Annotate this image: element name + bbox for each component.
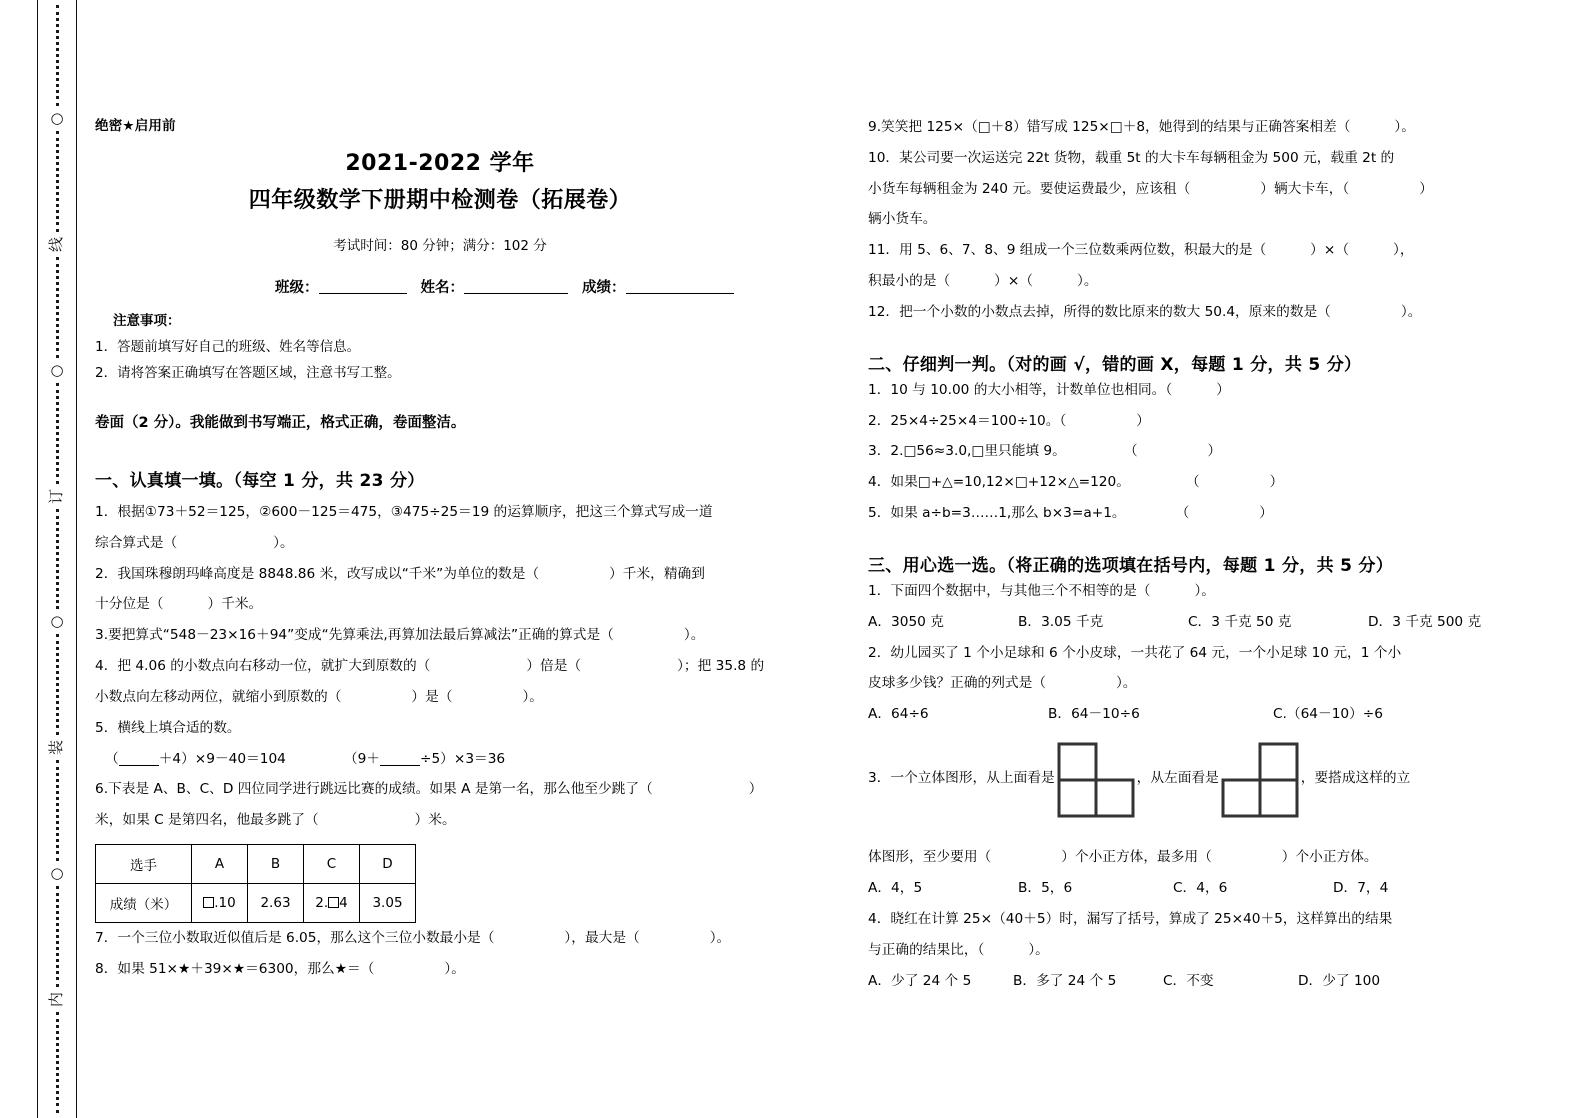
table-header-score: 成绩（米） [96,884,192,923]
s3q3-option-b[interactable]: B．5，6 [1018,880,1073,897]
s3q4-option-d[interactable]: D．少了 100 [1298,972,1381,989]
q10-text-c: ）辆大卡车，（ [1260,180,1350,197]
q10-text-a: 10．某公司要一次运送完 22t 货物，载重 5t 的大卡车每辆租金为 500 元，载重 2t 的 [868,149,1395,166]
q11-text-b: ）×（ [1310,242,1350,259]
q11-text-e: ）×（ [994,273,1033,290]
question-3-3 [868,742,1568,828]
table-cell-score-a [192,884,248,923]
s3q4-option-b[interactable]: B．多了 24 个 5 [1013,972,1117,989]
question-1-3 [95,620,785,651]
question-1-4 [95,651,785,682]
q5-eq1-post: ＋4）×9－40＝104 [158,750,286,767]
question-1-4-cont [95,682,785,713]
s3q3-option-d[interactable]: D．7，4 [1333,880,1389,897]
exam-title-main: 四年级数学下册期中检测卷（拓展卷） [248,188,632,213]
question-1-6-cont [95,805,785,836]
seal-dash [56,1012,59,1113]
q5-eq2-post: ÷5）×3＝36 [419,750,506,767]
q4-text-b: ）倍是（ [526,658,582,675]
q6-text-d: ）米。 [414,812,456,829]
question-3-4 [868,904,1568,935]
seal-char-ding: 订 [47,488,66,504]
s3q2-option-c[interactable]: C.（64－10）÷6 [1273,706,1383,723]
s2q1-end: ） [1216,381,1230,398]
s3q2-option-a[interactable]: A．64÷6 [868,706,929,723]
q4-text-c: ）；把 35.8 的 [677,658,765,675]
s2q4-text: 4．如果□+△=10,12×□+12×△=120。 [868,474,1130,491]
q10-text-e: 辆小货车。 [868,211,937,228]
seal-circle-1: ○ [50,108,64,127]
seal-circle-3: ○ [50,612,64,631]
s2q4-paren: （ [1185,474,1200,491]
notice-title: 注意事项： [113,313,181,329]
s3q4-text-b: 与正确的结果比，（ [868,941,985,958]
q1-text-c: ）。 [273,534,294,551]
s3q2-text-a: 2．幼儿园买了 1 个小足球和 6 个小皮球，一共花了 64 元，一个小足球 10 元，1 个小 [868,644,1402,661]
question-2-1 [868,375,1568,406]
question-1-1-cont [95,528,785,559]
q6-text-b: ） [748,781,763,798]
s3q4-text-c: ）。 [1028,941,1049,958]
question-3-1-options [868,607,1568,638]
s3q3-text-d: 体图形，至少要用（ [868,849,992,866]
q4-text-f: ）。 [522,688,543,705]
s3q1-option-b[interactable]: B．3.05 千克 [1018,613,1104,630]
section-3-heading: 三、用心选一选。（将正确的选项填在括号内，每题 1 分，共 5 分） [868,555,1394,576]
question-2-4 [868,467,1568,498]
seal-char-xian: 线 [47,236,66,252]
exam-info: 考试时间：80 分钟；满分：102 分 [333,238,547,254]
q2-text-c: 十分位是（ [95,596,164,613]
field-label-name: 姓名： [420,280,464,296]
exam-title-year: 2021-2022 学年 [345,151,535,176]
s3q4-text-a: 4．晓红在计算 25×（40＋5）时，漏写了括号，算成了 25×40＋5，这样算出的结果 [868,911,1393,928]
s3q3-text-c: ，要搭成这样的立 [1300,770,1411,787]
q7-text-a: 7．一个三位小数取近似值后是 6.05，那么这个三位小数最小是（ [95,930,495,947]
s2q3-end: ） [1207,443,1222,460]
question-2-3 [868,436,1568,467]
s3q1-option-a[interactable]: A．3050 克 [868,613,944,630]
left-column [95,0,785,985]
q11-text-f: ）。 [1077,273,1098,290]
q8-text-a: 8．如果 51×★＋39×★＝6300，那么★＝（ [95,960,375,977]
field-label-score: 成绩： [582,280,626,296]
table-row-players [96,845,416,884]
blank-box-icon [328,897,339,908]
seal-char-nei: 内 [47,992,66,1008]
q11-text-c: ）， [1393,242,1414,259]
question-1-12 [868,297,1568,328]
s3q2-text-c: ）。 [1115,675,1137,692]
q11-text-a: 11．用 5、6、7、8、9 组成一个三位数乘两位数，积最大的是（ [868,242,1267,259]
question-3-3-options [868,873,1568,904]
table-cell-score-d: 3.05 [360,884,416,923]
field-input-name[interactable] [464,293,568,294]
q1-text-b: 综合算式是（ [95,534,178,551]
q2-text-d: ）千米。 [207,596,263,613]
s2q2-text: 2．25×4÷25×4＝100÷10。（ [868,412,1067,429]
question-2-5 [868,498,1568,529]
question-3-1 [868,576,1568,607]
question-1-8 [95,954,785,985]
field-input-score[interactable] [626,293,734,294]
section-2-heading: 二、仔细判一判。（对的画 √，错的画 X，每题 1 分，共 5 分） [868,354,1362,375]
q12-text-b: ）。 [1400,303,1422,320]
question-3-2-options [868,699,1568,730]
q9-text-end: ）。 [1394,119,1415,135]
q2-text-a: 2．我国珠穆朗玛峰高度是 8848.86 米，改写成以“千米”为单位的数是（ [95,565,540,582]
question-2-2 [868,406,1568,437]
question-3-2-cont [868,668,1568,699]
seal-dash [56,257,59,358]
q9-text: 9.笑笑把 125×（□＋8）错写成 125×□＋8，她得到的结果与正确答案相差（ [868,119,1351,135]
table-cell-player-b: B [248,845,304,884]
blank-box-icon [203,897,214,908]
question-1-11-cont [868,266,1568,297]
question-1-10 [868,143,1568,174]
q5-eq2-blank[interactable] [380,765,420,766]
question-1-2-cont [95,589,785,620]
q2-text-b: ）千米，精确到 [609,565,705,582]
field-label-class: 班级： [275,280,319,296]
s3q2-text-b: 皮球多少钱？正确的列式是（ [868,675,1046,692]
table-row-scores [96,884,416,923]
q4-text-e: ）是（ [411,688,453,705]
question-3-4-cont [868,935,1568,966]
question-1-9 [868,112,1568,143]
s2q5-paren: （ [1175,505,1190,522]
seal-circle-4: ○ [50,864,64,883]
seal-dash [56,634,59,735]
q4-text-a: 4．把 4.06 的小数点向右移动一位，就扩大到原数的（ [95,658,431,675]
field-input-class[interactable] [319,293,407,294]
question-1-6 [95,774,785,805]
seal-dash [56,760,59,861]
q11-text-d: 积最小的是（ [868,273,951,290]
question-3-4-options [868,966,1568,997]
s3q4-option-a[interactable]: A．少了 24 个 5 [868,972,972,989]
score-a-suffix: .10 [214,895,236,912]
table-cell-score-c [304,884,360,923]
left-view-shape [1221,742,1299,828]
seal-line-strip [38,0,76,1118]
q5-eq1-blank[interactable] [119,765,159,766]
s2q5-text: 5．如果 a÷b=3……1,那么 b×3=a+1。 [868,505,1126,522]
s2q2-end: ） [1136,412,1150,429]
q10-text-b: 小货车每辆租金为 240 元。要使运费最少，应该租（ [868,180,1191,197]
q3-text-a: 3.要把算式“548－23×16＋94”变成“先算乘法,再算加法最后算减法”正确的算式是（ [95,627,614,644]
top-view-shape [1057,742,1135,828]
seal-dash [56,5,59,106]
s3q3-text-f: ）个小正方体。 [1281,849,1378,866]
question-1-7 [95,923,785,954]
secret-label: 绝密★启用前 [95,118,176,134]
section-1-heading: 一、认真填一填。（每空 1 分，共 23 分） [95,471,425,491]
q8-text-b: ）。 [444,960,465,977]
s3q2-option-b[interactable]: B．64－10÷6 [1048,706,1140,723]
s3q1-end: ）。 [1194,582,1215,599]
q1-text-a: 1．根据①73＋52＝125，②600－125＝475，③475÷25＝19 的运算顺序，把这三个算式写成一道 [95,504,713,520]
question-1-11 [868,235,1568,266]
seal-dash [56,886,59,987]
q5-eq2-pre: （9＋ [343,750,380,767]
score-c-prefix: 2. [315,895,329,912]
score-c-suffix: 4 [339,895,348,912]
question-1-10-cont [868,174,1568,205]
seal-dash [56,383,59,484]
s3q3-text-a: 3．一个立体图形，从上面看是 [868,770,1055,787]
margin-rule-inner [76,0,77,1118]
student-fields [95,276,785,297]
question-1-2 [95,559,785,590]
s3q4-option-c[interactable]: C．不变 [1163,972,1214,989]
q5-eq1-pre: （ [105,750,119,767]
s2q3-text: 3．2.□56≈3.0,□里只能填 9。 [868,443,1066,460]
s3q3-option-c[interactable]: C．4，6 [1173,880,1228,897]
question-1-10-cont2 [868,204,1568,235]
q7-text-c: ）。 [709,930,731,947]
q6-text-a: 6.下表是 A、B、C、D 四位同学进行跳远比赛的成绩。如果 A 是第一名，那么他至少跳了（ [95,781,653,798]
question-1-5-equations [95,744,785,775]
q5-text-a: 5．横线上填合适的数。 [95,719,241,736]
s2q3-paren: （ [1123,443,1138,460]
q4-text-d: 小数点向左移动两位，就缩小到原数的（ [95,688,342,705]
question-3-3-cont [868,842,1568,873]
table-header-player: 选手 [96,845,192,884]
table-cell-player-d: D [360,845,416,884]
s3q1-text: 1．下面四个数据中，与其他三个不相等的是（ [868,582,1151,599]
notice-item-1: 1．答题前填写好自己的班级、姓名等信息。 [95,339,361,355]
table-cell-player-a: A [192,845,248,884]
table-cell-score-b: 2.63 [248,884,304,923]
question-3-2 [868,638,1568,669]
right-column [868,0,1568,997]
q7-text-b: ），最大是（ [564,930,640,947]
s3q3-option-a[interactable]: A．4，5 [868,880,923,897]
q3-text-b: ）。 [683,627,705,644]
s3q3-text-b: ，从左面看是 [1136,770,1219,787]
q12-text-a: 12．把一个小数的小数点去掉，所得的数比原来的数大 50.4，原来的数是（ [868,303,1331,320]
s2q5-end: ） [1259,505,1273,522]
s3q3-text-e: ）个小正方体，最多用（ [1061,849,1212,866]
s3q1-option-c[interactable]: C．3 千克 50 克 [1188,613,1292,630]
s2q1-text: 1．10 与 10.00 的大小相等，计数单位也相同。（ [868,381,1173,398]
s3q1-option-d[interactable]: D．3 千克 500 克 [1368,613,1482,630]
s2q4-end: ） [1269,474,1284,491]
notice-item-2: 2．请将答案正确填写在答题区域，注意书写工整。 [95,365,401,381]
seal-circle-2: ○ [50,360,64,379]
seal-char-zhuang: 装 [47,740,66,756]
question-1-5 [95,713,785,744]
cover-note: 卷面（2 分）。我能做到书写端正，格式正确，卷面整洁。 [95,415,466,431]
seal-dash [56,509,59,610]
q10-text-d: ） [1419,180,1433,197]
seal-dash [56,131,59,232]
table-cell-player-c: C [304,845,360,884]
question-1-1 [95,497,785,528]
jump-scores-table [95,844,416,923]
q6-text-c: 米，如果 C 是第四名，他最多跳了（ [95,812,319,829]
